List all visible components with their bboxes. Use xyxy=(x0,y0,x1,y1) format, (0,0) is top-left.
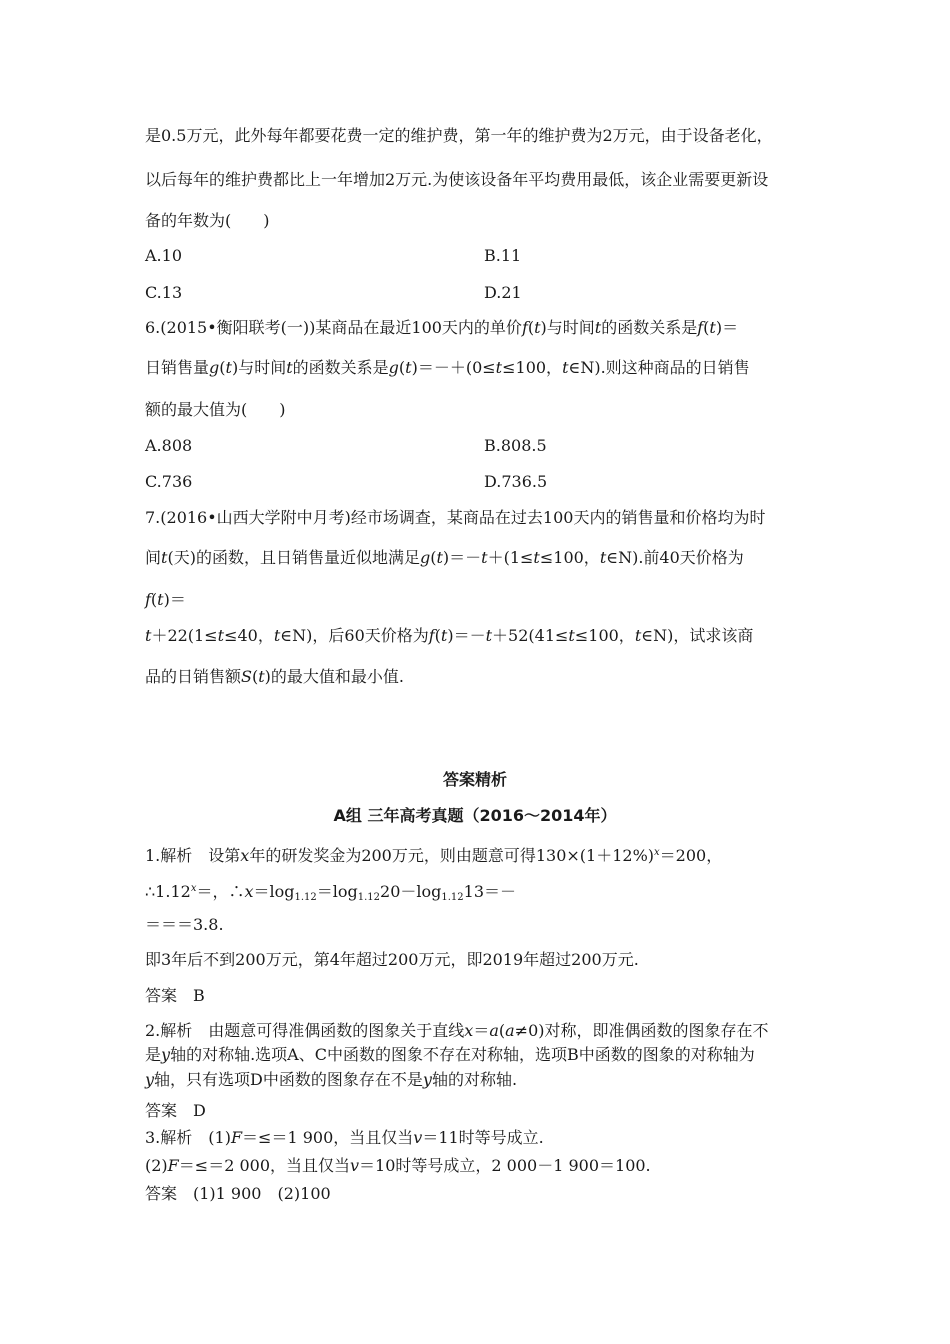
answer3-text-line1: 3.解析 (1)F＝≤＝1 900，当且仅当v＝11时等号成立. xyxy=(145,1128,544,1147)
answer2-text-line3: y轴，只有选项D中函数的图象存在不是y轴的对称轴. xyxy=(145,1070,518,1089)
problem5-option-b: B.11 xyxy=(484,246,522,265)
answer3-text-line2: (2)F＝≤＝2 000，当且仅当v＝10时等号成立，2 000－1 900＝100. xyxy=(145,1156,651,1175)
problem6-text-line3: 额的最大值为( ) xyxy=(145,400,286,419)
answers-heading: 答案精析 xyxy=(442,770,507,789)
problem7-text-line2: 间t(天)的函数，且日销售量近似地满足g(t)＝－t＋(1≤t≤100，t∈N).前40天价格为 xyxy=(145,548,744,567)
answer1-answer: 答案 B xyxy=(145,986,205,1005)
answer1-text-line4: 即3年后不到200万元，第4年超过200万元，即2019年超过200万元. xyxy=(145,950,639,969)
problem7-text-line3: f(t)＝ xyxy=(145,590,186,609)
problem7-text-line4: t＋22(1≤t≤40，t∈N)，后60天价格为f(t)＝－t＋52(41≤t≤100，t∈N)，试求该商 xyxy=(145,626,754,645)
problem6-text-line1: 6.(2015•衡阳联考(一))某商品在最近100天内的单价f(t)与时间t的函数关系是f(t)＝ xyxy=(145,318,739,337)
answer2-text-line1: 2.解析 由题意可得准偶函数的图象关于直线x＝a(a≠0)对称，即准偶函数的图象存在不 xyxy=(145,1021,769,1040)
problem6-option-a: A.808 xyxy=(145,436,193,455)
problem6-text-line2: 日销售量g(t)与时间t的函数关系是g(t)＝－＋(0≤t≤100，t∈N).则这种商品的日销售 xyxy=(145,358,750,377)
problem5-option-a: A.10 xyxy=(145,246,182,265)
answer1-text-line3: ＝＝＝3.8. xyxy=(145,915,224,934)
problem5-option-d: D.21 xyxy=(484,283,522,302)
answer2-answer: 答案 D xyxy=(145,1101,206,1120)
problem7-text-line1: 7.(2016•山西大学附中月考)经市场调查，某商品在过去100天内的销售量和价格均为时 xyxy=(145,508,766,527)
problem6-option-b: B.808.5 xyxy=(484,436,547,455)
problem6-option-c: C.736 xyxy=(145,472,193,491)
answer1-text-line1: 1.解析 设第x年的研发奖金为200万元，则由题意可得$130\times(1+12\%)^x=200$， xyxy=(145,846,723,865)
answer2-text-line2: 是y轴的对称轴.选项A、C中函数的图象不存在对称轴，选项B中函数的图象的对称轴为 xyxy=(145,1045,755,1064)
problem5-text-line3: 备的年数为( ) xyxy=(145,211,270,230)
problem7-text-line5: 品的日销售额S(t)的最大值和最小值. xyxy=(145,667,405,686)
answer3-answer: 答案 (1)1 900 (2)100 xyxy=(145,1184,331,1203)
problem5-option-c: C.13 xyxy=(145,283,183,302)
answer1-text-line2: $\therefore 1.12^x=$，$\therefore x=\log_{1.12}=\log_{1.12}20-\log_{1.12}13=-$ xyxy=(145,882,517,903)
problem6-option-d: D.736.5 xyxy=(484,472,548,491)
answers-group-heading: A组 三年高考真题（2016～2014年） xyxy=(333,806,617,825)
problem5-text-line1: 是0.5万元，此外每年都要花费一定的维护费，第一年的维护费为2万元，由于设备老化， xyxy=(145,126,773,145)
problem5-text-line2: 以后每年的维护费都比上一年增加2万元.为使该设备年平均费用最低，该企业需要更新设 xyxy=(145,170,769,189)
